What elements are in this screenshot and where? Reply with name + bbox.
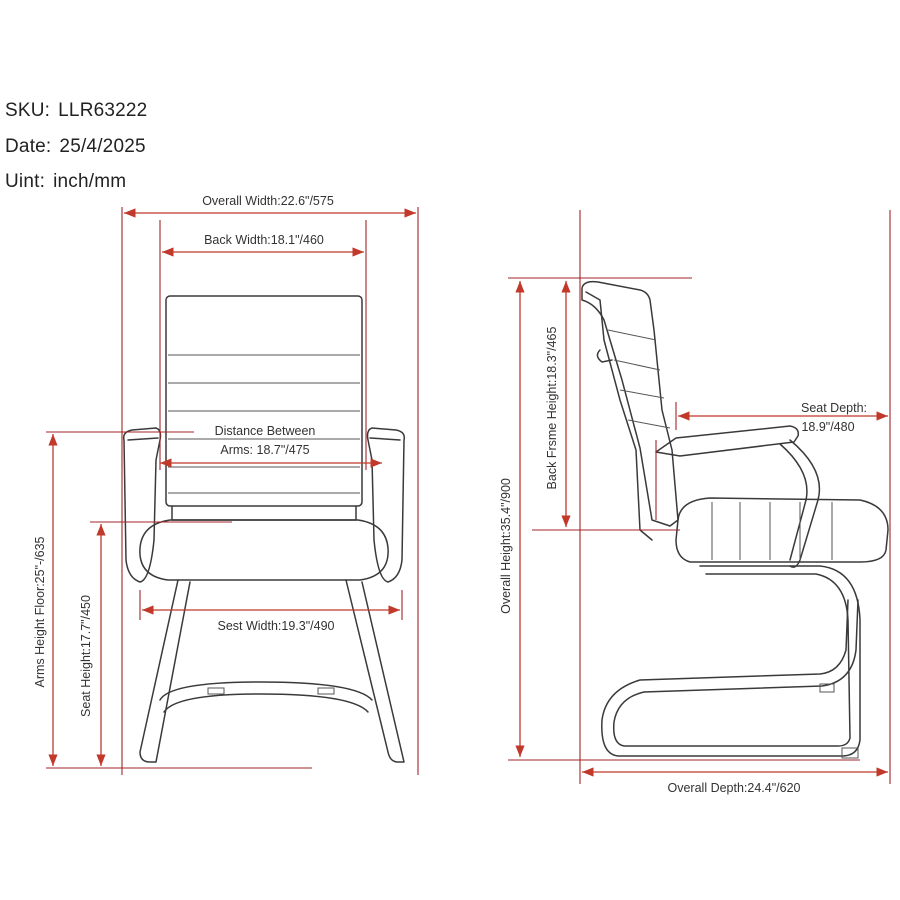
side-backrest (582, 282, 678, 526)
sku-value: LLR63222 (58, 100, 148, 121)
front-right-leg (346, 580, 404, 762)
back-width-label: Back Width:18.1"/460 (204, 233, 324, 247)
date-value: 25/4/2025 (59, 136, 146, 157)
arm-distance-label-1: Distance Between (214, 424, 316, 438)
sku-label: SKU: (5, 100, 51, 121)
overall-depth-label: Overall Depth:24.4"/620 (667, 781, 801, 795)
front-backrest (166, 296, 362, 506)
side-base (602, 566, 860, 756)
front-left-arm (124, 428, 161, 582)
front-view (33, 194, 418, 775)
date-label: Date: (5, 136, 52, 157)
side-view (499, 210, 890, 795)
front-seat (140, 520, 388, 580)
overall-height-label: Overall Height:35.4"/900 (499, 478, 513, 614)
seat-depth-label-1: Seat Depth: (800, 401, 868, 415)
back-frame-height-label: Back Frsme Height:18.3"/465 (545, 326, 559, 490)
seat-height-label: Seat Height:17.7"/450 (79, 595, 93, 717)
side-arm (656, 426, 798, 456)
side-seat (676, 498, 888, 562)
unit-label: Uint: (5, 171, 46, 192)
arms-height-label: Arms Height Floor:25"-/635 (33, 536, 47, 688)
front-right-arm (368, 428, 405, 582)
unit-value: inch/mm (53, 171, 127, 192)
seat-depth-label-2: 18.9"/480 (801, 420, 855, 434)
arm-distance-label-2: Arms: 18.7"/475 (220, 443, 310, 457)
seat-width-label: Sest Width:19.3"/490 (217, 619, 335, 633)
front-left-leg (140, 580, 190, 762)
overall-width-label: Overall Width:22.6"/575 (202, 194, 334, 208)
